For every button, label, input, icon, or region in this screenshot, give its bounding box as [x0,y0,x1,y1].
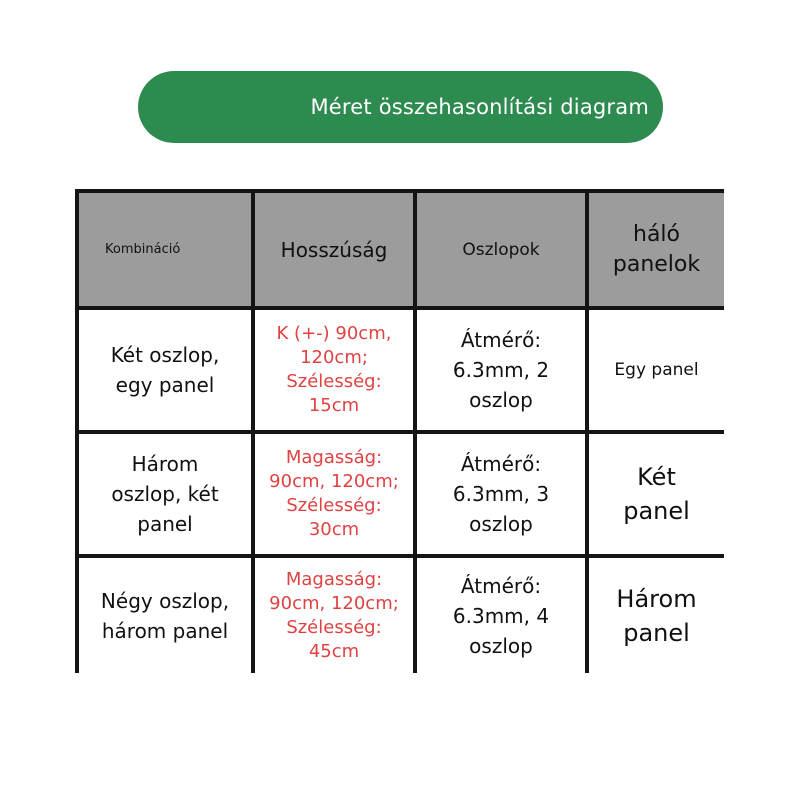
panels-text: Három panel [616,584,697,647]
row-3-combination [79,558,251,673]
length-text: Magasság: 90cm, 120cm; Szélesség: 45cm [269,568,399,662]
posts-text: Átmérő: 6.3mm, 2 oszlop [452,328,550,412]
comparison-table [75,189,724,673]
header-combination [79,193,251,306]
length-text: Magasság: 90cm, 120cm; Szélesség: 30cm [269,447,399,540]
header-length-label: Hosszúság [280,237,388,262]
panels-text: Egy panel [614,360,699,380]
title-banner [138,71,663,143]
posts-text: Átmérő: 6.3mm, 4 oszlop [452,573,550,658]
posts-text: Átmérő: 6.3mm, 3 oszlop [452,452,550,536]
length-text: K (+-) 90cm, 120cm; Szélesség: 15cm [276,323,392,416]
header-length [255,193,413,306]
row-2-panels [589,434,724,554]
header-posts [417,193,585,306]
combination-text: Négy oszlop, három panel [100,588,230,643]
page-title: Méret összehasonlítási diagram [310,95,649,119]
header-posts-label: Oszlopok [462,239,540,260]
row-3-panels [589,558,724,673]
header-panels [589,193,724,306]
row-3-posts [417,558,585,673]
row-1-posts [417,310,585,430]
panels-text: Két panel [623,463,690,525]
header-panels-label: háló panelok [612,221,701,277]
row-3-length [255,558,413,673]
row-2-posts [417,434,585,554]
row-1-length [255,310,413,430]
row-2-combination [79,434,251,554]
header-combination-label: Kombináció [105,242,181,257]
row-1-combination [79,310,251,430]
combination-text: Két oszlop, egy panel [110,343,220,397]
row-1-panels [589,310,724,430]
row-2-length [255,434,413,554]
combination-text: Három oszlop, két panel [111,452,219,536]
